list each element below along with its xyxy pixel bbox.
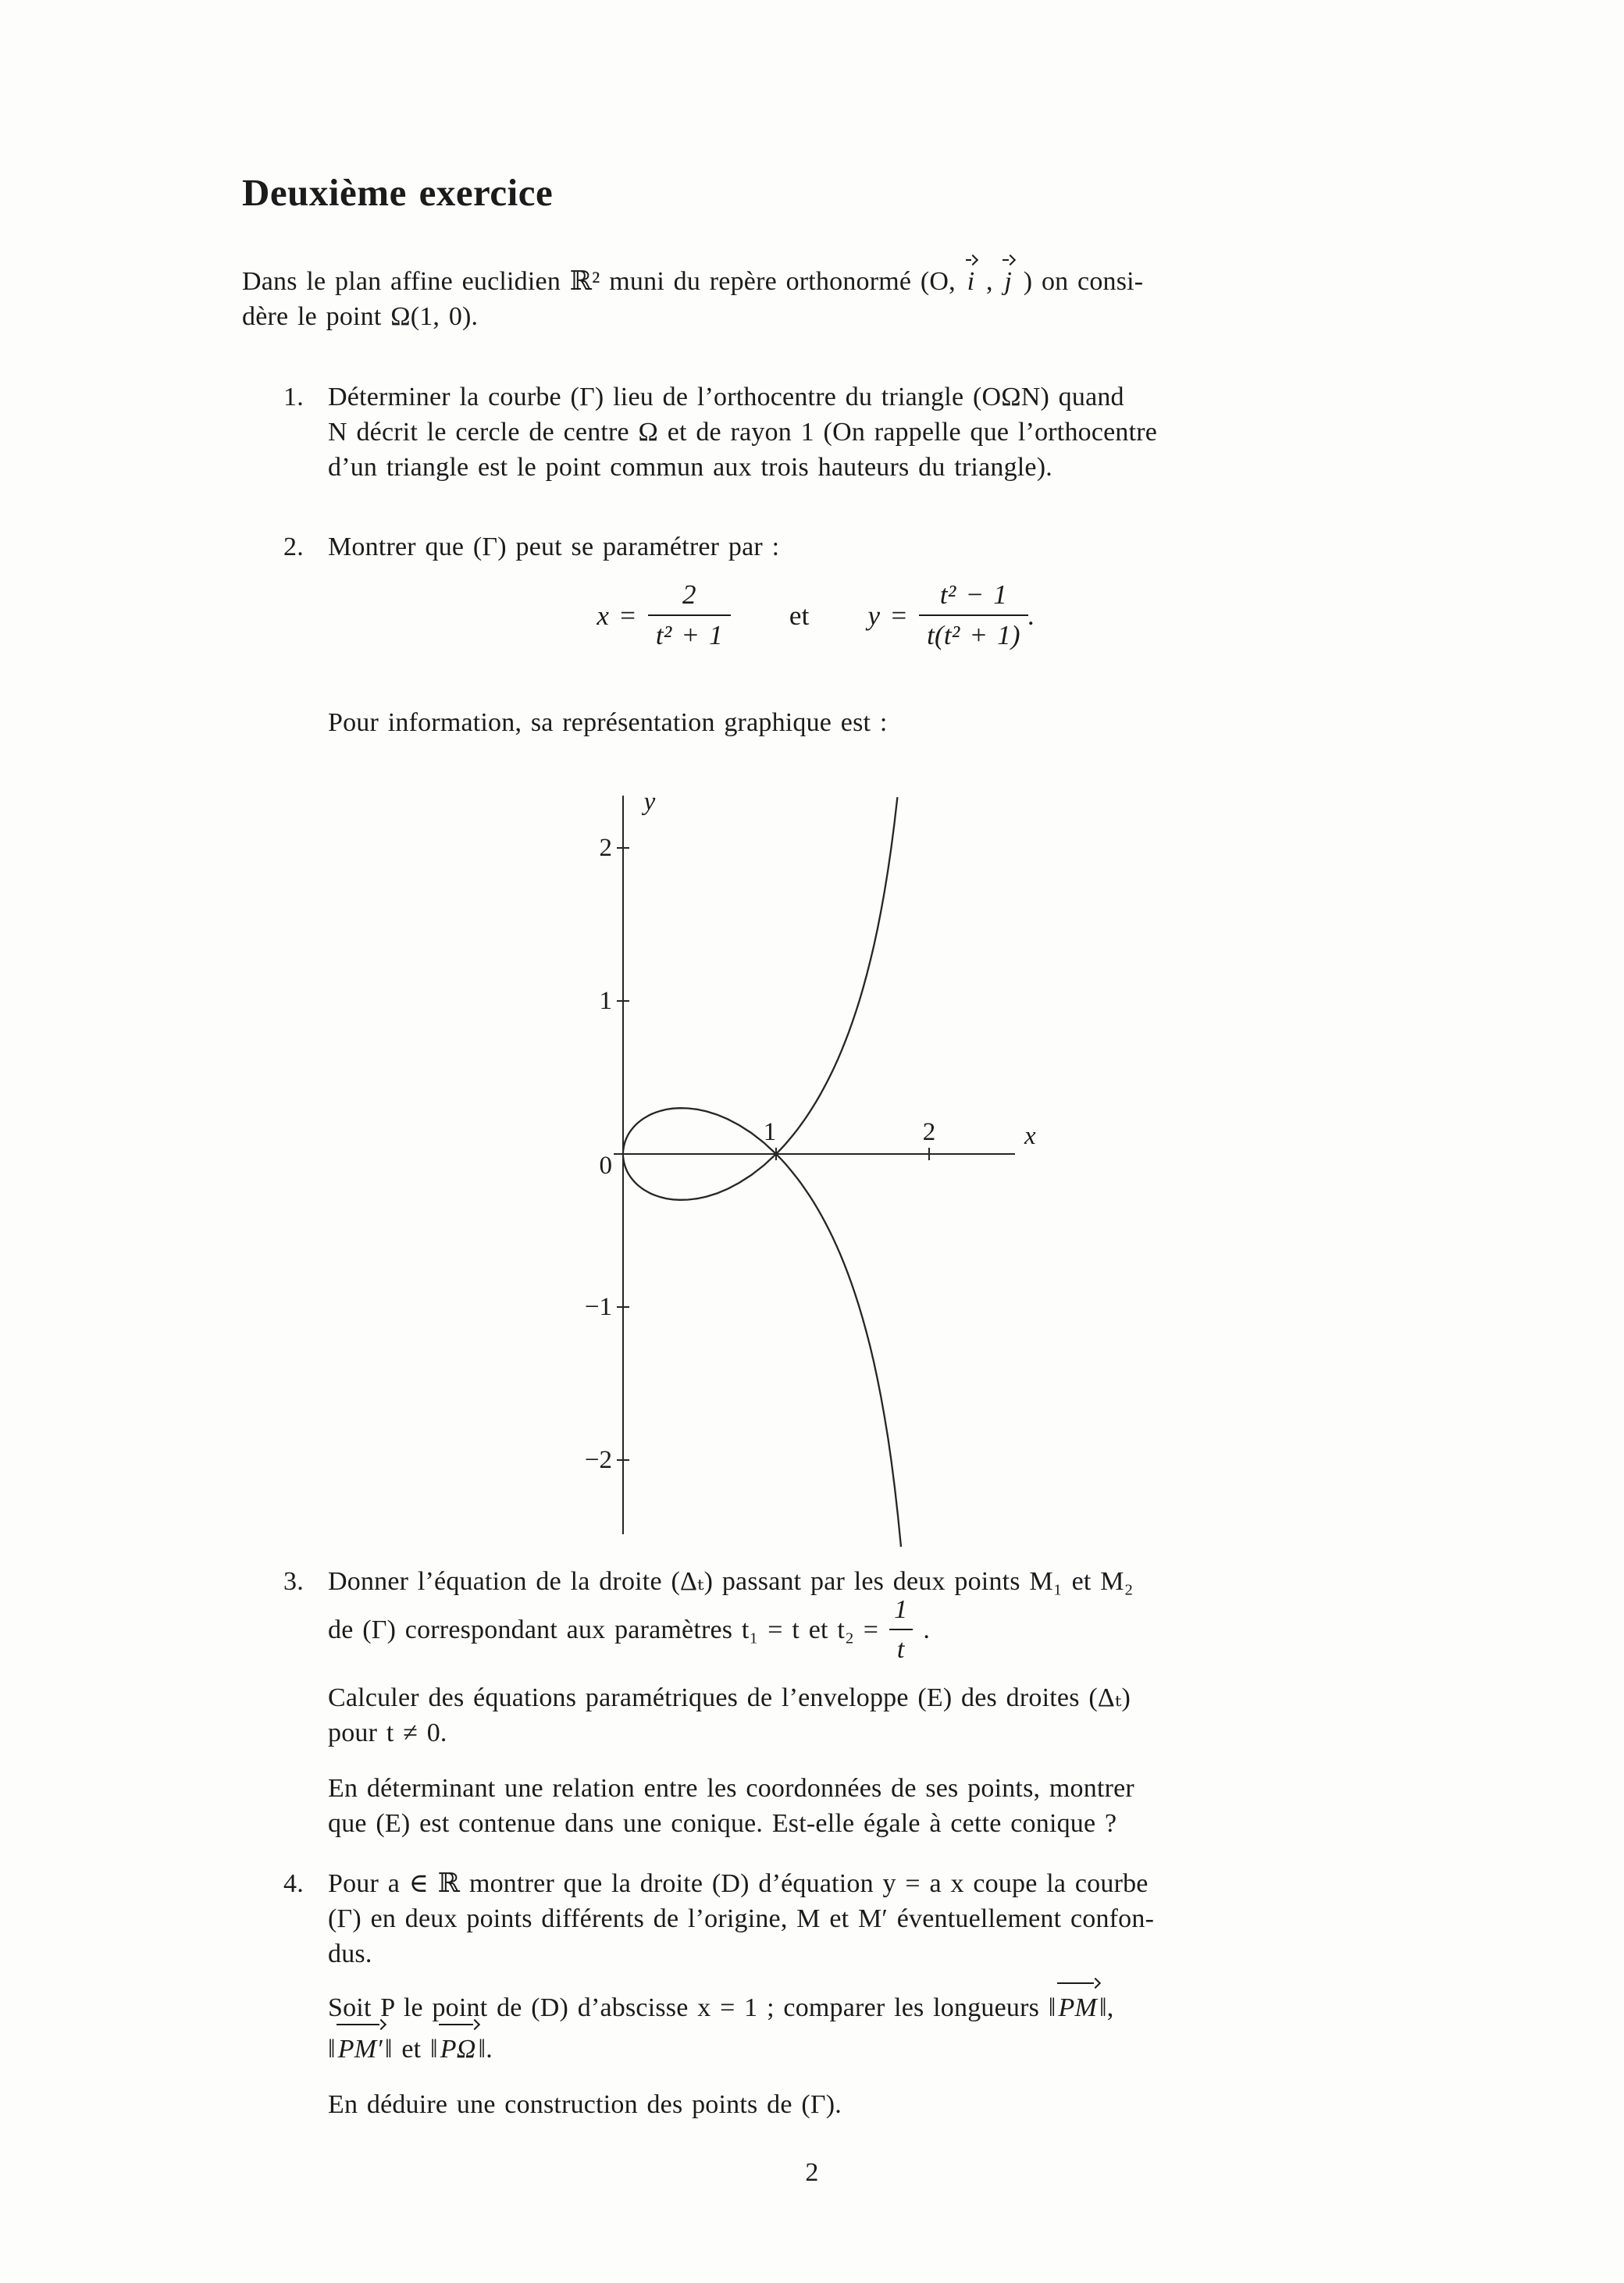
y-lhs: y = xyxy=(867,600,909,631)
curve-lower-branch xyxy=(623,1108,901,1547)
x-tick-label-2: 2 xyxy=(922,1118,936,1146)
item-number: 1. xyxy=(283,383,304,411)
paragraph xyxy=(328,1866,1154,1971)
item-number: 4. xyxy=(283,1869,304,1898)
text-line: (Γ) en deux points différents de l’origine, M et M′ éventuellement confon- xyxy=(328,1904,1155,1933)
question-4-text xyxy=(328,1866,1154,2122)
question-3-text xyxy=(328,1564,1134,1841)
y-fraction xyxy=(919,579,1028,652)
inline-fraction xyxy=(886,1594,915,1665)
text-segment: . xyxy=(923,1615,931,1644)
y-tick-label-2: 2 xyxy=(599,834,612,862)
text-line: dère le point Ω(1, 0). xyxy=(242,302,479,331)
vector-i: i xyxy=(965,264,978,299)
paragraph xyxy=(328,1564,1134,1664)
vector-PM: PM xyxy=(1056,1987,1100,2028)
text-line: que (E) est contenue dans une conique. Est-elle égale à cette conique ? xyxy=(328,1809,1117,1838)
question-2-text xyxy=(328,529,779,565)
intro-paragraph xyxy=(242,264,1143,334)
text-line: En déterminant une relation entre les coordonnées de ses points, montrer xyxy=(328,1774,1134,1803)
question-2 xyxy=(283,529,779,565)
text-line: pour t ≠ 0. xyxy=(328,1718,447,1747)
fraction-denominator: t(t² + 1) xyxy=(919,614,1028,651)
text-line: Donner l’équation de la droite (Δₜ) passant par les deux points M₁ et M₂ xyxy=(328,1567,1134,1596)
question-3 xyxy=(283,1564,1134,1841)
paragraph xyxy=(328,1771,1134,1841)
text-line xyxy=(242,264,1143,299)
text-segment: de (Γ) correspondant aux paramètres t₁ = t et t₂ = xyxy=(328,1615,879,1644)
question-4 xyxy=(283,1866,1154,2122)
text-segment: ‖. xyxy=(478,2035,493,2064)
paragraph xyxy=(328,1680,1134,1751)
text-segment: Soit P le point de (D) d’abscisse x = 1 ; comparer les longueurs ‖ xyxy=(328,1993,1056,2022)
text-segment: ‖ xyxy=(328,2035,336,2064)
text-segment: , xyxy=(977,267,1003,296)
parametrization-formula xyxy=(242,579,1390,652)
page-number: 2 xyxy=(805,2158,819,2187)
section-title: Deuxième exercice xyxy=(242,171,554,214)
text-line: Calculer des équations paramétriques de l’enveloppe (E) des droites (Δₜ) xyxy=(328,1683,1131,1712)
text-line: dus. xyxy=(328,1939,372,1968)
item-number: 3. xyxy=(283,1567,304,1596)
text-segment: Dans le plan affine euclidien ℝ² muni du repère orthonormé (O, xyxy=(242,267,965,296)
paragraph xyxy=(328,1987,1154,2070)
text-segment: ‖, xyxy=(1099,1993,1114,2022)
text-line xyxy=(328,1594,1134,1664)
y-axis-label: y xyxy=(643,788,656,816)
x-fraction xyxy=(648,579,731,652)
fraction-denominator: t xyxy=(889,1629,913,1665)
curve-graph xyxy=(568,775,1068,1556)
text-line: d’un triangle est le point commun aux trois hauteurs du triangle). xyxy=(328,453,1052,482)
y-equation xyxy=(868,579,1035,652)
formula-connector: et xyxy=(789,600,810,631)
text-line: Déterminer la courbe (Γ) lieu de l’orthocentre du triangle (OΩN) quand xyxy=(328,383,1124,411)
question-1-text xyxy=(328,379,1157,485)
x-lhs: x = xyxy=(597,600,637,631)
question-1 xyxy=(283,379,1157,485)
text-line: N décrit le cercle de centre Ω et de rayon 1 (On rappelle que l’orthocentre xyxy=(328,418,1158,447)
vector-j: j xyxy=(1002,264,1014,299)
y-tick-label-0: 0 xyxy=(599,1152,612,1180)
x-tick-label-1: 1 xyxy=(763,1118,777,1146)
graph-caption: Pour information, sa représentation graphique est : xyxy=(328,708,888,737)
text-line xyxy=(328,1987,1154,2028)
text-segment: ‖ et ‖ xyxy=(384,2035,438,2064)
fraction-numerator: t² − 1 xyxy=(939,579,1007,610)
y-tick-label-minus1: −1 xyxy=(584,1293,612,1321)
formula-period: . xyxy=(1027,600,1035,631)
vector-PM-prime: PM′ xyxy=(336,2028,385,2070)
y-tick-label-1: 1 xyxy=(599,987,612,1015)
text-line: Pour a ∈ ℝ montrer que la droite (D) d’équation y = a x coupe la courbe xyxy=(328,1869,1149,1898)
y-tick-label-minus2: −2 xyxy=(584,1446,612,1474)
x-axis-label: x xyxy=(1024,1122,1036,1150)
vector-P-omega: PΩ xyxy=(438,2028,479,2070)
x-equation xyxy=(597,579,731,652)
item-number: 2. xyxy=(283,532,304,561)
text-line: Montrer que (Γ) peut se paramétrer par : xyxy=(328,532,780,561)
text-line xyxy=(328,2028,1154,2070)
fraction-numerator: 2 xyxy=(682,579,696,610)
text-segment: ) on consi- xyxy=(1014,267,1144,296)
paragraph xyxy=(328,2087,1154,2122)
text-line: En déduire une construction des points de (Γ). xyxy=(328,2090,842,2119)
fraction-denominator: t² + 1 xyxy=(648,614,731,651)
fraction-numerator: 1 xyxy=(894,1594,908,1624)
